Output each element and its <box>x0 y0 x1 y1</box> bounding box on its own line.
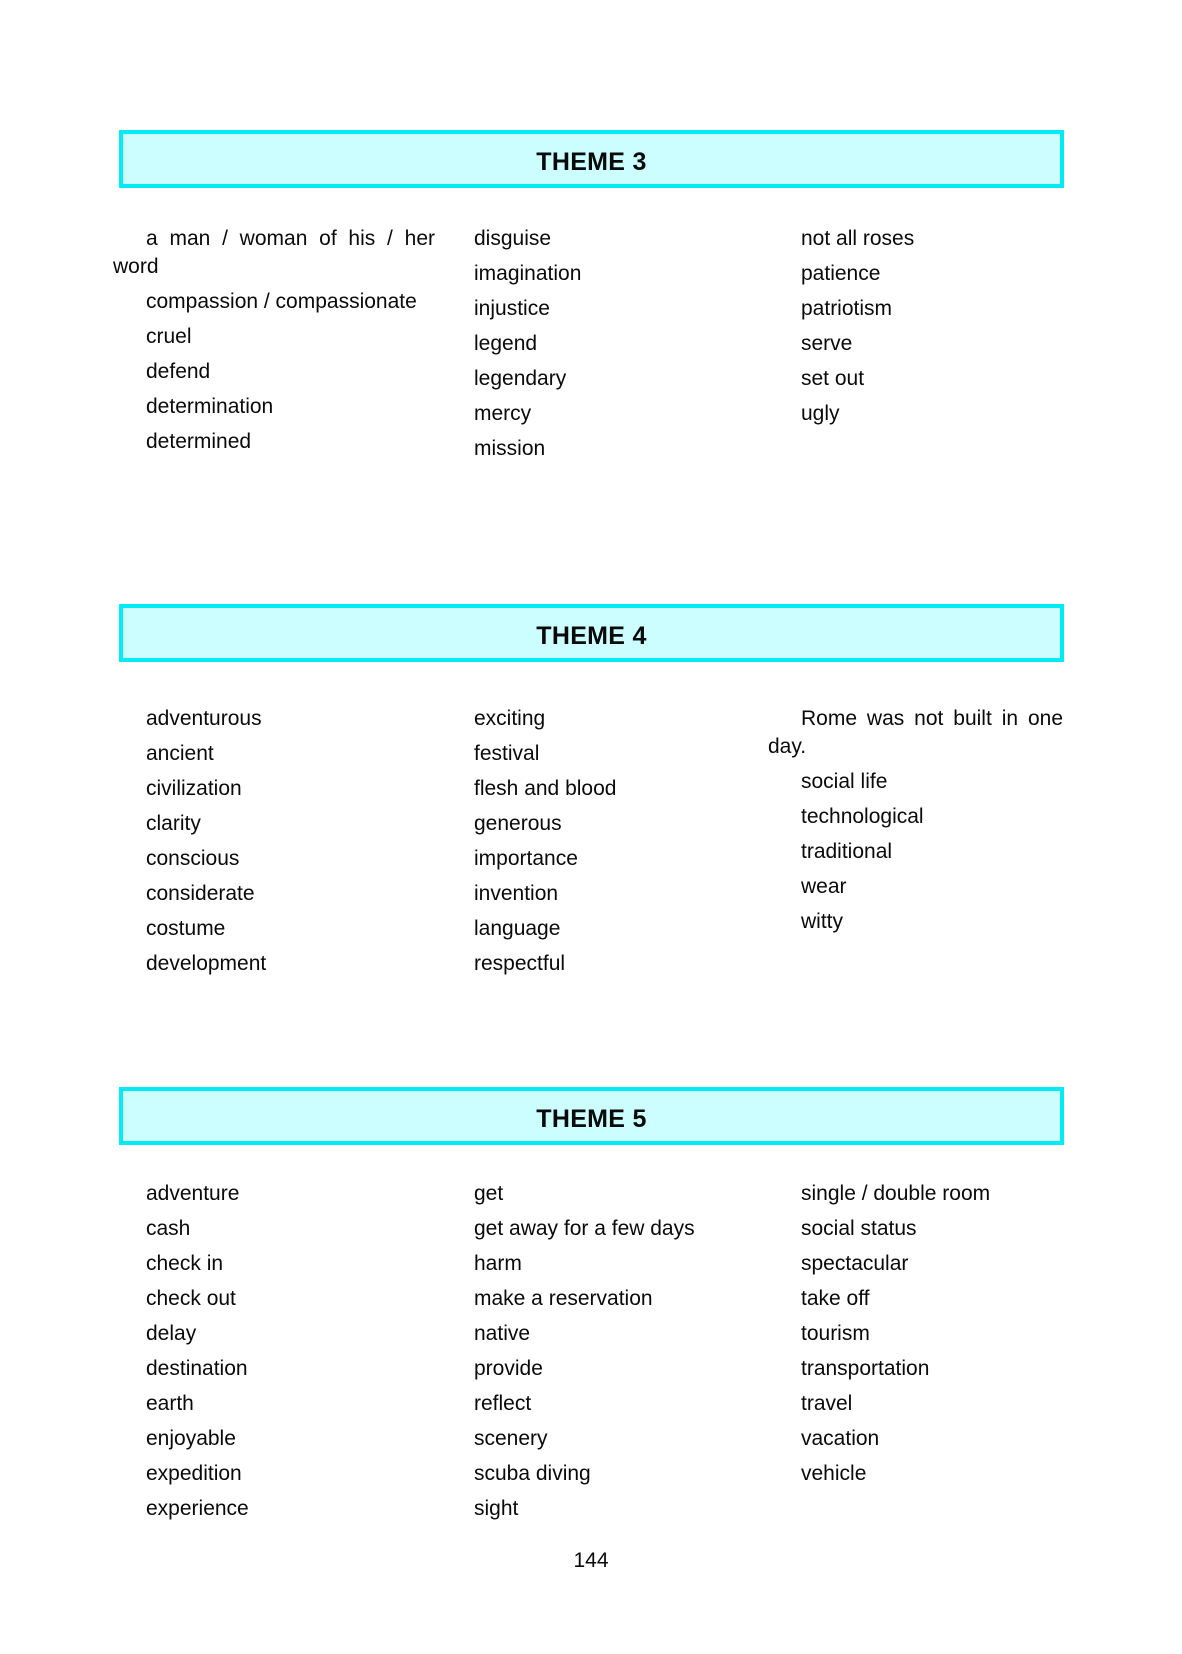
vocab-item: exciting <box>474 707 546 730</box>
theme-3-word-column-1 <box>113 225 435 463</box>
vocab-item: experience <box>146 1497 249 1520</box>
vocab-item <box>113 225 435 281</box>
vocab-item: reflect <box>474 1392 532 1415</box>
vocab-item: costume <box>146 917 226 940</box>
theme-3-title: THEME 3 <box>536 147 647 176</box>
vocab-item: ancient <box>146 742 214 765</box>
vocab-item: cruel <box>146 325 192 348</box>
vocab-item: transportation <box>801 1357 930 1380</box>
theme-4-word-column-1 <box>113 705 435 985</box>
theme-4-title: THEME 4 <box>536 621 647 650</box>
vocab-item <box>768 705 1063 761</box>
vocab-item: check out <box>146 1287 236 1310</box>
vocab-item: get <box>474 1182 504 1205</box>
vocab-item: flesh and blood <box>474 777 617 800</box>
vocab-item: social life <box>801 770 888 793</box>
vocab-item: legend <box>474 332 538 355</box>
vocab-item: delay <box>146 1322 197 1345</box>
vocab-item: generous <box>474 812 562 835</box>
vocab-item: tourism <box>801 1322 870 1345</box>
vocab-item: patience <box>801 262 881 285</box>
vocab-item: patriotism <box>801 297 893 320</box>
vocab-item: make a reservation <box>474 1287 653 1310</box>
vocab-item: vacation <box>801 1427 880 1450</box>
vocab-item-line-1: a man / woman of his / her <box>146 227 435 250</box>
vocab-item: importance <box>474 847 578 870</box>
vocab-item: civilization <box>146 777 242 800</box>
theme-3-word-column-2 <box>441 225 761 470</box>
vocab-item: harm <box>474 1252 522 1275</box>
vocab-item: clarity <box>146 812 201 835</box>
vocab-item: vehicle <box>801 1462 867 1485</box>
vocab-item: spectacular <box>801 1252 909 1275</box>
vocab-item: conscious <box>146 847 240 870</box>
vocab-item: imagination <box>474 262 582 285</box>
theme-5-word-column-1 <box>113 1180 435 1530</box>
vocab-item: ugly <box>801 402 840 425</box>
vocab-item: expedition <box>146 1462 242 1485</box>
theme-5-title: THEME 5 <box>536 1104 647 1133</box>
vocab-item: language <box>474 917 561 940</box>
theme-4-word-column-3 <box>768 705 1063 943</box>
vocab-item: check in <box>146 1252 224 1275</box>
vocab-item-line-2: word <box>113 255 159 278</box>
vocab-item: mission <box>474 437 546 460</box>
vocab-item: travel <box>801 1392 853 1415</box>
vocab-item: take off <box>801 1287 870 1310</box>
vocab-item: festival <box>474 742 540 765</box>
theme-5-word-column-2 <box>441 1180 761 1530</box>
vocab-item: technological <box>801 805 924 828</box>
vocab-item: scenery <box>474 1427 548 1450</box>
vocab-item: invention <box>474 882 559 905</box>
vocab-item: single / double room <box>801 1182 991 1205</box>
vocab-item: witty <box>801 910 843 933</box>
vocab-item: serve <box>801 332 853 355</box>
vocab-item: determination <box>146 395 274 418</box>
vocab-item: wear <box>801 875 847 898</box>
theme-5-header-box <box>119 1087 1064 1145</box>
vocab-item: sight <box>474 1497 519 1520</box>
vocab-item: set out <box>801 367 865 390</box>
vocab-item: get away for a few days <box>474 1217 695 1240</box>
vocab-item: disguise <box>474 227 552 250</box>
vocab-item: defend <box>146 360 211 383</box>
vocab-item: earth <box>146 1392 194 1415</box>
vocab-item: injustice <box>474 297 550 320</box>
vocab-item: traditional <box>801 840 893 863</box>
vocab-item: mercy <box>474 402 532 425</box>
vocab-item-line-2: day. <box>768 735 807 758</box>
vocab-item: not all roses <box>801 227 915 250</box>
vocab-item: determined <box>146 430 252 453</box>
vocab-item: cash <box>146 1217 191 1240</box>
vocab-item: legendary <box>474 367 567 390</box>
theme-3-header-box <box>119 130 1064 188</box>
theme-3-word-column-3 <box>768 225 1063 435</box>
vocab-item: adventure <box>146 1182 240 1205</box>
vocab-item: destination <box>146 1357 248 1380</box>
vocab-item: adventurous <box>146 707 262 730</box>
theme-4-word-column-2 <box>441 705 761 985</box>
vocab-item: enjoyable <box>146 1427 236 1450</box>
vocab-item: considerate <box>146 882 255 905</box>
theme-5-word-column-3 <box>768 1180 1063 1495</box>
vocab-item: native <box>474 1322 531 1345</box>
theme-4-header-box <box>119 604 1064 662</box>
vocab-item: social status <box>801 1217 917 1240</box>
vocab-item: compassion / compassionate <box>146 290 417 313</box>
vocab-item: respectful <box>474 952 566 975</box>
vocab-item: provide <box>474 1357 543 1380</box>
vocab-item-line-1: Rome was not built in one <box>801 707 1063 730</box>
vocab-item: scuba diving <box>474 1462 591 1485</box>
vocab-item: development <box>146 952 267 975</box>
page-number: 144 <box>573 1549 609 1572</box>
